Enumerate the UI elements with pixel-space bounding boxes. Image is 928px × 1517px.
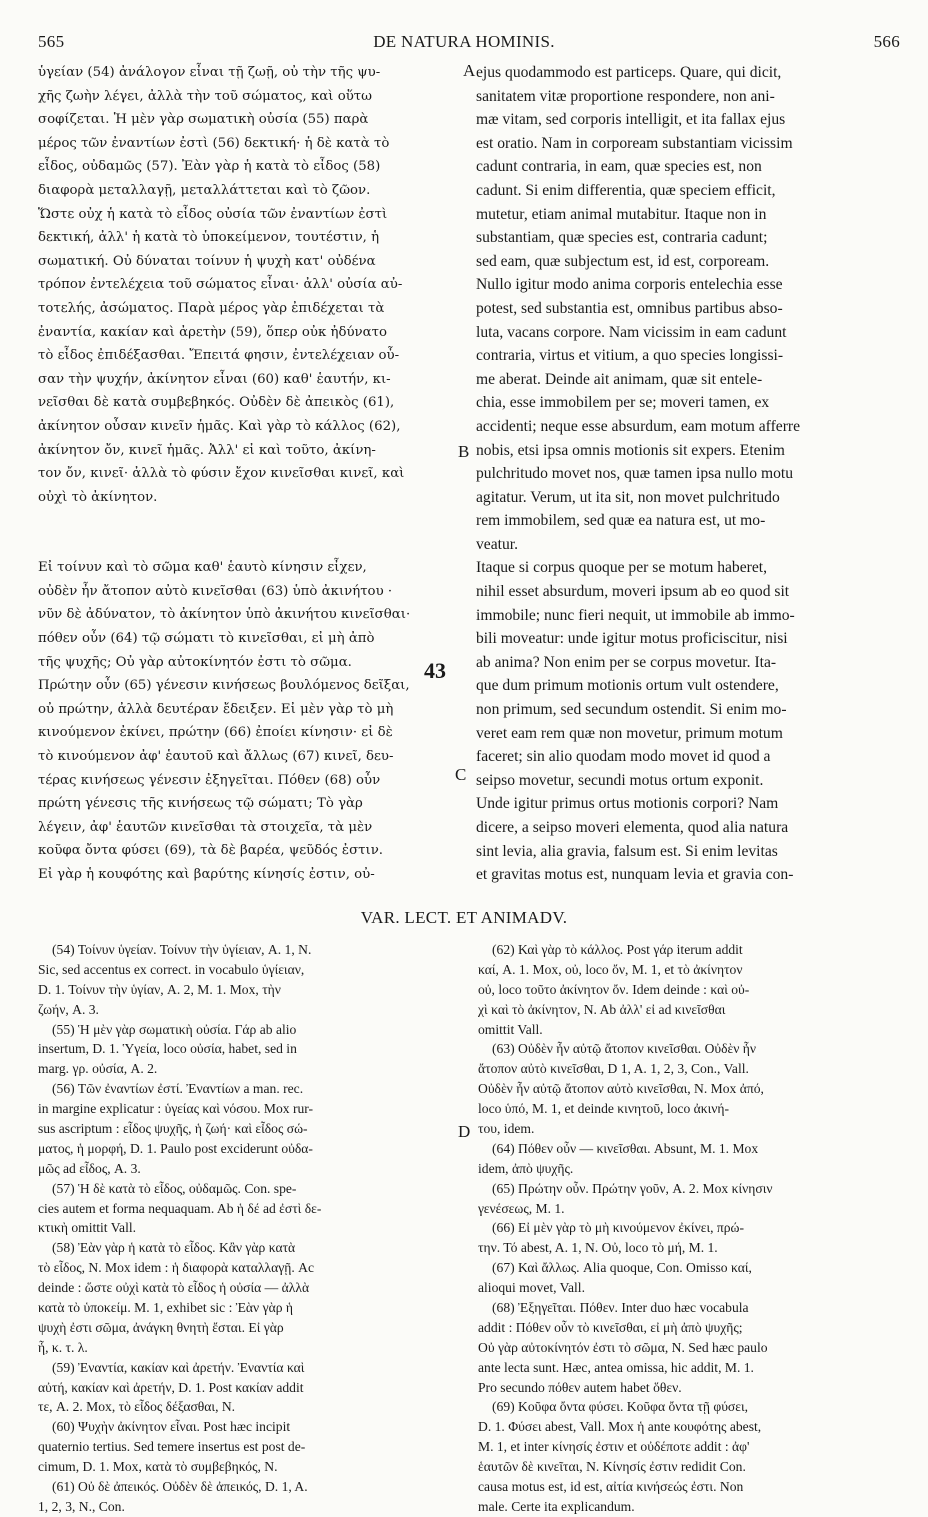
- note-line: ματος, ἡ μορφή, D. 1. Paulo post exciderunt οὐδα-: [38, 1140, 313, 1156]
- greek-text-line: ἀκίνητον ὄν, κινεῖ ἡμᾶς. Ἀλλ' εἰ καὶ τοῦτο, ἀκίνη-: [38, 442, 376, 458]
- note-line: (62) Καὶ γὰρ τὸ κάλλος. Post γάρ iterum addit: [492, 942, 743, 957]
- note-line: (68) Ἐξηγεῖται. Πόθεν. Inter duo hæc vocabula: [492, 1300, 749, 1316]
- note-line: in margine explicatur : ὑγείας καὶ νόσου. Mox rur-: [38, 1101, 314, 1117]
- note-line: χὶ καὶ τὸ ἀκίνητον, N. Ab ἀλλ' εἰ ad κινεῖσθαι: [478, 1001, 726, 1017]
- notes-heading: VAR. LECT. ET ANIMADV.: [360, 908, 568, 927]
- greek-text-line: σαν τὴν ψυχήν, ἀκίνητον εἶναι (60) καθ' ἑαυτήν, κι-: [38, 371, 391, 387]
- margin-marker-d: D: [458, 1122, 471, 1141]
- latin-text-line: pulchritudo movet nos, quæ tamen ipsa nullo motu: [476, 465, 794, 483]
- greek-text-line: χῆς ζωὴν λέγει, ἀλλὰ τὴν τοῦ σώματος, καὶ οὕτω: [38, 88, 373, 104]
- note-line: 1, 2, 3, N., Con.: [38, 1498, 125, 1514]
- note-line: (60) Ψυχὴν ἀκίνητον εἶναι. Post hæc incipit: [52, 1419, 291, 1435]
- running-title: DE NATURA HOMINIS.: [373, 32, 555, 51]
- note-line: Οὐ γὰρ αὐτοκίνητόν ἐστι τὸ σῶμα, N. Sed hæc paulo: [478, 1339, 768, 1355]
- note-line: omittit Vall.: [478, 1021, 543, 1037]
- latin-text-line: faceret; sin alio quodam modo movet id quod a: [476, 748, 771, 766]
- note-line: cies autem et forma nequaquam. Ab ἡ δέ ad ἐστὶ δε-: [38, 1200, 322, 1216]
- note-line: αὐτή, κακίαν καὶ ἀρετήν, D. 1. Post κακίαν addit: [38, 1379, 304, 1395]
- greek-text-line: ὑγείαν (54) ἀνάλογον εἶναι τῇ ζωῇ, οὐ τὴν τῆς ψυ-: [38, 65, 381, 80]
- note-line: τὸ εἶδος, N. Mox idem : ἡ διαφορὰ καταλλαγῇ. Ac: [38, 1260, 314, 1276]
- greek-text-line: κινούμενον ἐκίνει, πρώτην (66) ἐποίει κίνησιν· εἰ δὲ: [38, 725, 393, 741]
- greek-text-column: [38, 61, 462, 887]
- note-line: ante lecta sunt. Hæc, antea omissa, hic addit, M. 1.: [478, 1359, 754, 1375]
- greek-text-line: ἀκίνητον οὖσαν κινεῖν ἡμᾶς. Καὶ γὰρ τὸ κάλλος (62),: [38, 418, 401, 434]
- note-line: (55) Ἡ μὲν γὰρ σωματικὴ οὐσία. Γάρ ab alio: [52, 1021, 297, 1037]
- note-line: idem, ἀπὸ ψυχῆς.: [478, 1160, 574, 1176]
- note-line: (67) Καὶ ἄλλως. Alia quoque, Con. Omisso καί,: [492, 1260, 752, 1276]
- note-line: sus ascriptum : εἶδος ψυχῆς, ἡ ζωή· καὶ εἶδος σώ-: [38, 1121, 308, 1137]
- latin-text-line: mæ vitam, sed corporis intelligit, et ita fallax ejus: [476, 111, 786, 129]
- greek-text-line: τοτελής, ἀσώματος. Παρὰ μέρος γὰρ ἐπιδέχεται τὰ: [38, 300, 385, 316]
- note-line: (59) Ἐναντία, κακίαν καὶ ἀρετήν. Ἐναντία καὶ: [52, 1359, 305, 1375]
- greek-text-line: διαφορὰ μεταλλαγῇ, μεταλλάττεται καὶ τὸ ζῶον.: [38, 182, 371, 198]
- latin-text-line: cadunt. Si enim differentia, quæ speciem efficit,: [476, 181, 776, 199]
- latin-text-line: chia, esse immobilem per se; moveri tamen, ex: [476, 394, 770, 412]
- latin-text-line: rem immobilem, sed quæ ea natura est, ut mo-: [476, 512, 766, 530]
- note-line: γενέσεως, M. 1.: [478, 1200, 565, 1216]
- left-page-number: 565: [38, 32, 65, 51]
- note-line: την. Τό abest, A. 1, N. Οὐ, loco τὸ μή, M. 1.: [478, 1240, 718, 1256]
- greek-text-line: τὸ κινούμενον ἀφ' ἑαυτοῦ καὶ ἄλλως (67) κινεῖ, δευ-: [38, 749, 394, 765]
- notes-right-column: [478, 940, 900, 1517]
- greek-text-line: ἐναντία, κακίαν καὶ ἀρετὴν (59), ὅπερ οὐκ ἠδύνατο: [38, 324, 387, 340]
- note-line: οὐ, loco τοῦτο ἀκίνητον ὄν. Idem deinde : καὶ οὐ-: [478, 981, 750, 997]
- note-line: marg. γρ. οὐσία, A. 2.: [38, 1061, 158, 1077]
- margin-marker-b: B: [458, 442, 470, 461]
- note-line: cimum, D. 1. Mox, κατὰ τὸ συμβεβηκός, N.: [38, 1459, 278, 1475]
- latin-text-line: ab anima? Non enim per se corpus movetur. Ita-: [476, 653, 777, 671]
- note-line: (65) Πρώτην οὖν. Πρώτην γοῦν, A. 2. Mox κίνησιν: [492, 1180, 773, 1196]
- paragraph-break: [38, 509, 462, 556]
- note-line: ἑαυτῶν δὲ κινεῖται, N. Κίνησίς ἐστιν redidit Con.: [478, 1459, 746, 1475]
- latin-text-line: ejus quodammodo est particeps. Quare, qui dicit,: [476, 64, 782, 81]
- latin-text-line: bili moveatur: unde igitur motus proficiscitur, nisi: [476, 630, 788, 648]
- note-line: ζωήν, A. 3.: [38, 1001, 99, 1017]
- note-line: deinde : ὥστε οὐχὶ κατὰ τὸ εἶδος ἡ οὐσία — ἀλλὰ: [38, 1280, 310, 1296]
- margin-marker-c: C: [455, 765, 467, 784]
- notes-left-column: [38, 940, 460, 1517]
- greek-text-line: μέρος τῶν ἐναντίων ἐστὶ (56) δεκτική· ἡ δὲ κατὰ τὸ: [38, 135, 390, 151]
- latin-text-line: accidenti; neque esse absurdum, eam motum afferre: [476, 417, 801, 435]
- right-page-number: 566: [873, 32, 900, 51]
- greek-text-line: τὸ εἶδος ἐπιδέξασθαι. Ἔπειτά φησιν, ἐντελέχειαν οὖ-: [38, 348, 400, 364]
- greek-text-line: οὐδὲν ἦν ἄτοπον αὐτὸ κινεῖσθαι (63) ὑπὸ ἀκινήτου ·: [38, 583, 393, 599]
- greek-text-line: δεκτική, ἀλλ' ἡ κατὰ τὸ ὑποκείμενον, τουτέστιν, ἡ: [38, 230, 380, 246]
- latin-text-line: substantiam, quæ species est, contraria cadunt;: [476, 229, 768, 247]
- greek-text-line: σωματική. Οὐ δύναται τοίνυν ἡ ψυχὴ κατ' οὐδένα: [38, 253, 376, 269]
- greek-text-line: πόθεν οὖν (64) τῷ σώματι τὸ κινεῖσθαι, εἰ μὴ ἀπὸ: [38, 631, 375, 647]
- greek-text-line: οὐχὶ τὸ ἀκίνητον.: [38, 489, 158, 505]
- latin-text-line: Itaque si corpus quoque per se motum haberet,: [476, 559, 767, 577]
- latin-text-line: nihil esset absurdum, moveri ipsum ab eo quod sit: [476, 583, 790, 601]
- greek-text-line: Ὥστε οὐχ ἡ κατὰ τὸ εἶδος οὐσία τῶν ἐναντίων ἐστὶ: [38, 206, 388, 222]
- note-line: ψυχὴ ἐστι σῶμα, ἀνάγκη θνητὴ ἔσται. Εἰ γὰρ: [38, 1319, 284, 1335]
- note-line: του, idem.: [478, 1121, 535, 1137]
- latin-text-line: dicere, a seipso moveri elementa, quod alia natura: [476, 819, 789, 836]
- greek-text-line: πρώτη γένεσις τῆς κινήσεως τῷ σώματι; Τὸ γὰρ: [38, 796, 363, 812]
- latin-text-line: Nullo igitur modo anima corporis entelechia esse: [476, 276, 783, 294]
- note-line: Pro secundo πόθεν autem habet ὅθεν.: [478, 1379, 682, 1395]
- greek-text-line: τῆς ψυχῆς; Οὐ γὰρ αὐτοκίνητόν ἐστι τὸ σῶμα.: [38, 654, 352, 670]
- note-line: (63) Οὐδὲν ἦν αὐτῷ ἄτοπον κινεῖσθαι. Οὐδὲν ἦν: [492, 1041, 757, 1057]
- note-line: alioqui movet, Vall.: [478, 1280, 585, 1296]
- latin-text-line: non primum, sed secundum ostendit. Si enim mo-: [476, 701, 787, 719]
- greek-text-line: Πρώτην οὖν (65) γένεσιν κινήσεως βουλόμενος δεῖξαι,: [38, 678, 410, 694]
- note-line: (58) Ἐὰν γὰρ ἡ κατὰ τὸ εἶδος. Κἂν γὰρ κατὰ: [52, 1240, 296, 1256]
- note-line: causa motus est, id est, αἰτία κινήσεώς ἐστι. Non: [478, 1479, 744, 1495]
- note-line: M. 1, et inter κίνησίς ἐστιν et οὐδέποτε addit : ἀφ': [478, 1439, 750, 1455]
- latin-text-line: que dum primum motionis ortum vult ostendere,: [476, 677, 779, 695]
- column-number: 43: [424, 658, 446, 683]
- note-line: (64) Πόθεν οὖν — κινεῖσθαι. Absunt, M. 1. Mox: [492, 1140, 759, 1156]
- note-line: ἄτοπον αὐτὸ κινεῖσθαι, D 1, A. 1, 2, 3, Con., Vall.: [478, 1061, 749, 1077]
- note-line: (66) Εἰ μὲν γὰρ τὸ μὴ κινούμενον ἐκίνει, πρώ-: [492, 1220, 745, 1236]
- note-line: insertum, D. 1. Ὑγεία, loco οὐσία, habet, sed in: [38, 1041, 297, 1057]
- latin-text-line: sanitatem vitæ proportione respondere, non ani-: [476, 87, 775, 105]
- note-line: (54) Τοίνυν ὑγείαν. Τοίνυν τὴν ὑγίειαν, A. 1, N.: [52, 942, 312, 957]
- note-line: τε, A. 2. Mox, τὸ εἶδος δέξασθαι, N.: [38, 1399, 236, 1415]
- greek-text-line: λέγειν, ἀφ' ἑαυτῶν κινεῖσθαι τὰ στοιχεῖα, τὰ μὲν: [38, 819, 373, 835]
- greek-text-line: Εἰ τοίνυν καὶ τὸ σῶμα καθ' ἑαυτὸ κίνησιν εἶχεν,: [38, 560, 367, 576]
- latin-text-line: sint levia, alia gravia, falsum est. Si enim levitas: [476, 842, 778, 860]
- greek-text-line: τον ὄν, κινεῖ· ἀλλὰ τὸ φύσιν ἔχον κινεῖσθαι κινεῖ, καὶ: [38, 466, 405, 482]
- latin-text-line: veatur.: [476, 535, 518, 553]
- note-line: (57) Ἡ δὲ κατὰ τὸ εἶδος, οὐδαμῶς. Con. spe-: [52, 1180, 297, 1196]
- margin-marker-a: A: [463, 61, 476, 80]
- latin-text-line: contraria, virtus et vitium, a quo species longissi-: [476, 347, 784, 365]
- greek-text-line: νεῖσθαι δὲ κατὰ συμβεβηκός. Οὐδὲν δὲ ἀπεικὸς (61),: [38, 395, 395, 411]
- latin-text-line: nobis, etsi ipsa omnis motionis sit expers. Etenim: [476, 441, 785, 459]
- note-line: loco ὑπό, M. 1, et deinde κινητοῦ, loco ἀκινή-: [478, 1101, 730, 1117]
- note-line: μῶς ad εἶδος, A. 3.: [38, 1160, 141, 1176]
- greek-text-line: σοφίζεται. Ἡ μὲν γὰρ σωματικὴ οὐσία (55) παρὰ: [38, 112, 369, 128]
- greek-text-line: νῦν δὲ ἀδύνατον, τὸ ἀκίνητον ὑπὸ ἀκινήτου κινεῖσθαι·: [38, 607, 411, 623]
- latin-text-column: [476, 61, 900, 887]
- latin-text-line: potest, sed substantia est, omnibus partibus abso-: [476, 299, 783, 317]
- note-line: κτικὴ omittit Vall.: [38, 1220, 137, 1236]
- latin-text-line: agitatur. Verum, ut ita sit, non movet pulchritudo: [476, 488, 780, 506]
- latin-text-line: Unde igitur primus ortus motionis corpori? Nam: [476, 795, 779, 813]
- note-line: (69) Κοῦφα ὄντα φύσει. Κοῦφα ὄντα τῇ φύσει,: [492, 1399, 749, 1415]
- latin-text-line: cadunt contraria, in eam, quæ species est, non: [476, 158, 762, 176]
- greek-text-line: εἶδος, οὐδαμῶς (57). Ἐὰν γὰρ ἡ κατὰ τὸ εἶδος (58): [38, 159, 381, 175]
- greek-text-line: οὐ πρώτην, ἀλλὰ δευτέραν ἔδειξεν. Εἰ μὲν γὰρ τὸ μὴ: [38, 701, 394, 717]
- latin-text-line: mutetur, etiam animal mutabitur. Itaque non in: [476, 205, 767, 223]
- greek-text-line: κοῦφα ὄντα φύσει (69), τὰ δὲ βαρέα, ψεῦδός ἐστιν.: [38, 843, 384, 859]
- latin-text-line: immobile; nunc fieri nequit, ut immobile ab immo-: [476, 606, 795, 624]
- note-line: καί, A. 1. Mox, οὐ, loco ὄν, M. 1, et τὸ ἀκίνητον: [478, 961, 743, 977]
- note-line: Οὐδὲν ἦν αὐτῷ ἄτοπον αὐτὸ κινεῖσθαι, N. Mox ἀπό,: [478, 1081, 764, 1097]
- latin-text-line: veret eam rem quæ non movetur, primum motum: [476, 724, 783, 742]
- note-line: quaternio tertius. Sed temere insertus est post de-: [38, 1439, 306, 1455]
- note-line: male. Certe ita explicandum.: [478, 1498, 635, 1514]
- note-line: (61) Οὐ δὲ ἀπεικός. Οὐδὲν δὲ ἀπεικός, D. 1, A.: [52, 1479, 308, 1495]
- greek-text-line: τρόπον ἐντελέχεια τοῦ σώματος εἶναι· ἀλλ' οὐσία αὐ-: [38, 277, 403, 293]
- latin-text-line: est oratio. Nam in corpoream substantiam vicissim: [476, 134, 793, 152]
- note-line: ἦ, κ. τ. λ.: [38, 1339, 88, 1355]
- latin-text-line: et gravitas motus est, nunquam levia et gravia con-: [476, 866, 794, 884]
- note-line: κατὰ τὸ ὑποκείμ. M. 1, exhibet sic : Ἐὰν γὰρ ἡ: [38, 1300, 294, 1316]
- latin-text-line: luta, vacans corpore. Nam vicissim in eam cadunt: [476, 323, 787, 341]
- note-line: (56) Τῶν ἐναντίων ἐστί. Ἐναντίων a man. rec.: [52, 1081, 304, 1097]
- greek-text-line: τέρας κινήσεως γένεσιν ἐξηγεῖται. Πόθεν (68) οὖν: [38, 772, 381, 788]
- note-line: D. 1. Τοίνυν τὴν ὑγίαν, A. 2, M. 1. Mox, τὴν: [38, 981, 281, 997]
- note-line: addit : Πόθεν οὖν τὸ κινεῖσθαι, εἰ μὴ ἀπὸ ψυχῆς;: [478, 1319, 743, 1335]
- note-line: Sic, sed accentus ex correct. in vocabulo ὑγίειαν,: [38, 961, 305, 977]
- latin-text-line: seipso movetur, secundi motus ortum exponit.: [476, 771, 764, 789]
- latin-text-line: sed eam, quæ subjectum est, id est, corpoream.: [476, 252, 770, 270]
- note-line: D. 1. Φύσει abest, Vall. Mox ἡ ante κουφότης abest,: [478, 1419, 762, 1435]
- greek-text-line: Εἰ γὰρ ἡ κουφότης καὶ βαρύτης κίνησίς ἐστιν, οὐ-: [38, 867, 375, 882]
- latin-text-line: me aberat. Deinde ait animam, quæ sit entele-: [476, 370, 763, 388]
